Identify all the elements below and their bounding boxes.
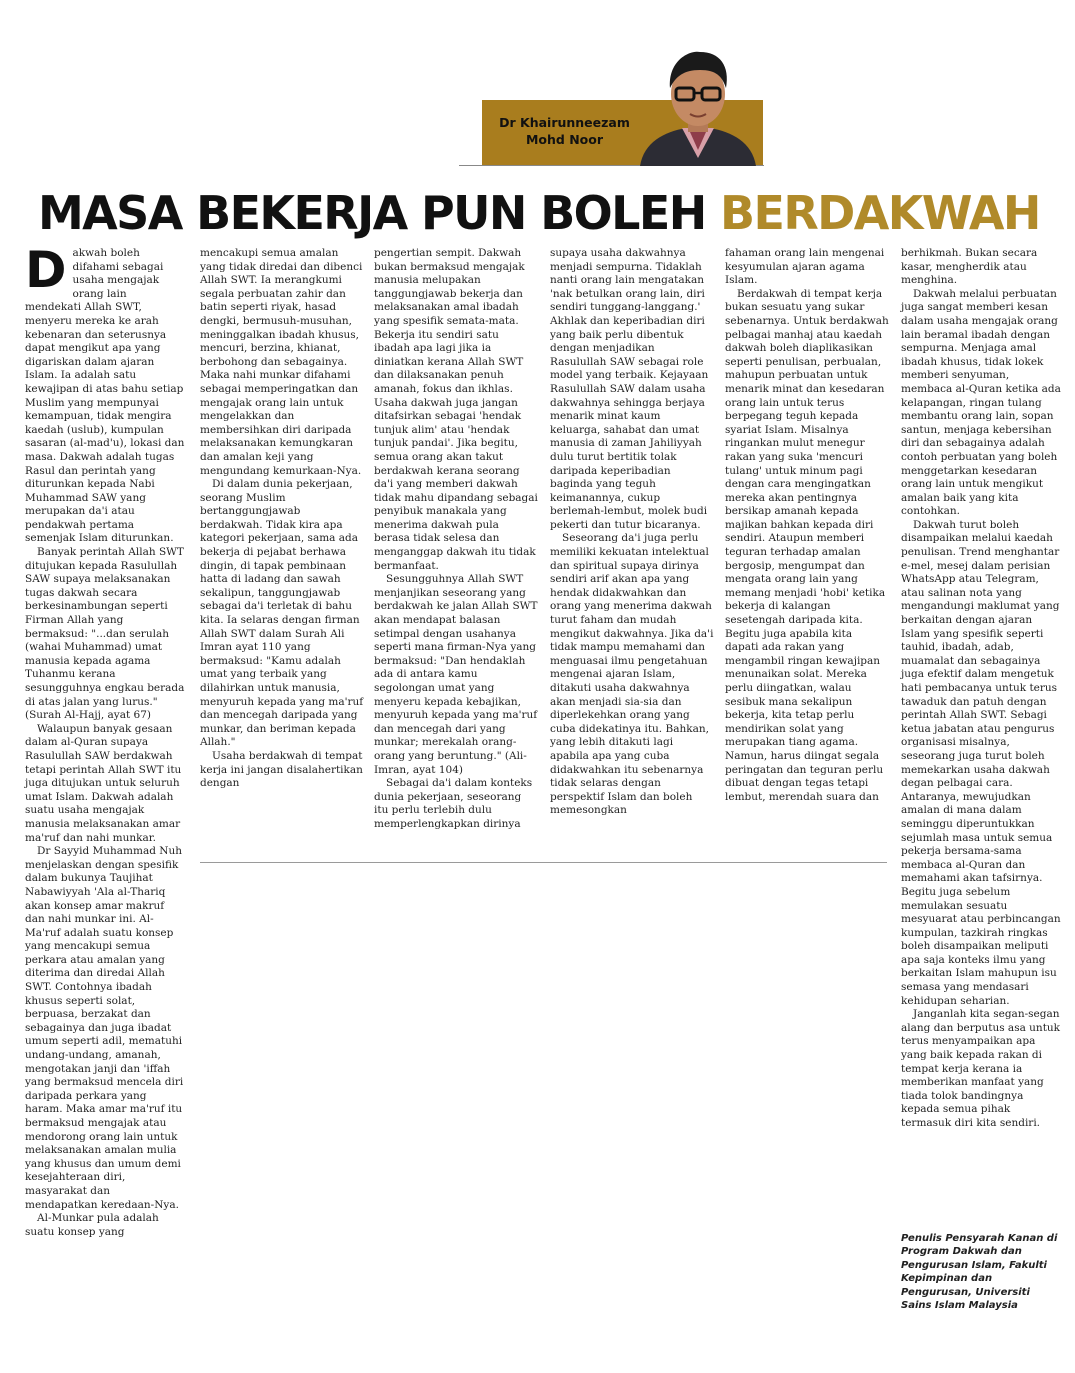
author-name — [482, 114, 647, 148]
article-paragraph: Usaha berdakwah di tempat kerja ini jangan disalahertikan dengan — [200, 749, 363, 790]
article-paragraph: Al-Munkar pula adalah suatu konsep yang — [25, 1212, 159, 1238]
article-paragraph: akwah boleh difahami sebagai usaha mengajak orang lain mendekati Allah SWT, menyeru mereka ke arah kebenaran dan seterusnya dapat mengikut apa yang digariskan dalam ajaran Islam. Ia adalah satu kewajipan di atas bahu setiap Muslim yang mempunyai kemampuan, tidak mengira kaedah (uslub), kumpulan sasaran (al-mad'u), lokasi dan masa. Dakwah adalah tugas Rasul dan perintah yang diturunkan kepada Nabi Muhammad SAW yang merupakan da'i atau pendakwah pertama semenjak Islam diturunkan. — [25, 247, 185, 545]
article-paragraph: Dr Sayyid Muhammad Nuh menjelaskan dengan spesifik dalam bukunya Taujihat Nabawiyyah 'Ala al-Thariq akan konsep amar makruf dan nahi munkar ini. Al-Ma'ruf adalah suatu konsep yang mencakupi semua perkara atau amalan yang diterima dan diredai Allah SWT. Contohnya ibadah khusus seperti solat, berpuasa, berzakat dan sebagainya dan juga ibadat umum seperti adil, mematuhi undang-undang, amanah, mengotakan janji dan 'iffah yang bermaksud mencela diri daripada perkara yang haram. Maka amar ma'ruf itu bermaksud mengajak atau mendorong orang lain untuk melaksanakan amalan mulia yang khusus dan umum demi kesejahteraan diri, masyarakat dan mendapatkan keredaan-Nya. — [25, 845, 184, 1211]
article-column-5 — [725, 247, 889, 804]
author-name-line1: Dr Khairunneezam — [499, 115, 630, 130]
drop-cap: D — [25, 241, 67, 299]
article-paragraph: fahaman orang lain mengenai kesyumulan ajaran agama Islam. — [725, 247, 885, 287]
article-paragraph: Sesungguhnya Allah SWT menjanjikan seseorang yang berdakwah ke jalan Allah SWT akan mendapat balasan setimpal dengan usahanya seperti mana firman-Nya yang bermaksud: "Dan hendaklah ada di antara kamu segolongan umat yang menyeru kepada kebajikan, menyuruh kepada yang ma'ruf dan mencegah dari yang munkar; merekalah orang-orang yang beruntung." (Ali-Imran, ayat 104) — [374, 573, 538, 776]
article-paragraph: Seseorang da'i juga perlu memiliki kekuatan intelektual dan spiritual supaya dirinya sendiri arif akan apa yang hendak didakwahkan dan orang yang menerima dakwah turut faham dan mudah mengikut dakwahnya. Jika da'i tidak mampu memahami dan menguasai ilmu pengetahuan mengenai ajaran Islam, ditakuti usaha dakwahnya akan menjadi sia-sia dan diperlekehkan orang yang cuba didekatinya itu. Bahkan, yang lebih ditakuti lagi apabila apa yang cuba didakwahkan itu sebenarnya tidak selaras dengan perspektif Islam dan boleh memesongkan — [550, 532, 714, 817]
article-paragraph: Sebagai da'i dalam konteks dunia pekerjaan, seseorang itu perlu terlebih dulu memperlengkapkan dirinya — [374, 777, 533, 830]
article-paragraph: pengertian sempit. Dakwah bukan bermaksud mengajak manusia melupakan tanggungjawab bekerja dan melaksanakan amal ibadah yang spesifik semata-mata. Bekerja itu sendiri satu ibadah apa lagi jika ia diniatkan kerana Allah SWT dan dilaksanakan penuh amanah, fokus dan ikhlas. Usaha dakwah juga jangan ditafsirkan sebagai 'hendak tunjuk alim' atau 'hendak tunjuk pandai'. Jika begitu, semua orang akan takut berdakwah kerana seorang da'i yang memberi dakwah tidak mahu dipandang sebagai penyibuk manakala yang menerima dakwah pula berasa tidak selesa dan menganggap dakwah itu tidak bermanfaat. — [374, 247, 538, 572]
article-paragraph: mencakupi semua amalan yang tidak diredai dan dibenci Allah SWT. Ia merangkumi segala perbuatan zahir dan batin seperti riyak, hasad dengki, bermusuh-musuhan, meninggalkan ibadah khusus, mencuri, berzina, khianat, berbohong dan sebagainya. Maka nahi munkar difahami sebagai memperingatkan dan mengajak orang lain untuk mengelakkan dan membersihkan diri daripada melaksanakan kemungkaran dan amalan keji yang mengundang kemurkaan-Nya. — [200, 247, 363, 477]
article-paragraph: Berdakwah di tempat kerja bukan sesuatu yang sukar sebenarnya. Untuk berdakwah pelbagai manhaj atau kaedah dakwah boleh diaplikasikan seperti penulisan, perbualan, mahupun perbuatan untuk menarik minat dan kesedaran orang lain untuk terus berpegang teguh kepada syariat Islam. Misalnya ringankan mulut menegur rakan yang suka 'mencuri tulang' untuk minum pagi dengan cara mengingatkan mereka akan pentingnya bersikap amanah kepada majikan bahkan kepada diri sendiri. Ataupun memberi teguran terhadap amalan bergosip, mengumpat dan mengata orang lain yang memang menjadi 'hobi' ketika bekerja di kalangan sesetengah daripada kita. Begitu juga apabila kita dapati ada rakan yang mengambil ringan kewajipan menunaikan solat. Mereka perlu diingatkan, walau sesibuk mana sekalipun bekerja, kita tetap perlu mendirikan solat yang merupakan tiang agama. Namun, harus diingat segala peringatan dan teguran perlu dibuat dengan tegas tetapi lembut, merendah suara dan — [725, 287, 889, 803]
article-paragraph: Janganlah kita segan-segan alang dan berputus asa untuk terus menyampaikan apa yang baik kepada rakan di tempat kerja kerana ia memberikan manfaat yang tiada tolok bandingnya kepada semua pihak termasuk diri kita sendiri. — [901, 1008, 1061, 1129]
article-column-3 — [374, 247, 538, 832]
article-paragraph: Walaupun banyak gesaan dalam al-Quran supaya Rasulullah SAW berdakwah tetapi perintah Allah SWT itu juga ditujukan untuk seluruh umat Islam. Dakwah adalah suatu usaha mengajak manusia melaksanakan amar ma'ruf dan nahi munkar. — [25, 722, 182, 844]
article-column-6 — [901, 247, 1061, 1131]
author-note: Penulis Pensyarah Kanan di Program Dakwah dan Pengurusan Islam, Fakulti Kepimpinan dan Pengurusan, Universiti Sains Islam Malaysia — [901, 1233, 1058, 1312]
article-paragraph: berhikmah. Bukan secara kasar, mengherdik atau menghina. — [901, 247, 1038, 287]
headline-main: MASA BEKERJA PUN BOLEH — [38, 186, 721, 240]
article-headline — [38, 185, 1048, 241]
article-paragraph: supaya usaha dakwahnya menjadi sempurna. Tidaklah nanti orang lain mengatakan 'nak betulkan orang lain, diri sendiri tunggang-langgang.' Akhlak dan keperibadian diri yang baik perlu dibentuk dengan menjadikan Rasulullah SAW sebagai role model yang terbaik. Kejayaan Rasulullah SAW dalam usaha dakwahnya sehingga berjaya menarik minat kaum keluarga, sahabat dan umat manusia di zaman Jahiliyyah dulu turut bertitik tolak daripada keperibadian baginda yang teguh keimanannya, cukup berlemah-lembut, molek budi pekerti dan tutur bicaranya. — [550, 247, 709, 531]
column-divider — [200, 862, 887, 863]
article-paragraph: Banyak perintah Allah SWT ditujukan kepada Rasulullah SAW supaya melaksanakan tugas dakwah secara berkesinambungan seperti Firman Allah yang bermaksud: "...dan serulah (wahai Muhammad) umat manusia kepada agama Tuhanmu kerana sesungguhnya engkau berada di atas jalan yang lurus." (Surah Al-Hajj, ayat 67) — [25, 546, 185, 722]
article-paragraph: Dakwah melalui perbuatan juga sangat memberi kesan dalam usaha mengajak orang lain beramal ibadah dengan sempurna. Menjaga amal ibadah khusus, tidak lokek memberi senyuman, membaca al-Quran ketika ada kelapangan, ringan tulang membantu orang lain, sopan santun, menjaga kebersihan diri dan sebagainya adalah contoh perbuatan yang boleh menggetarkan kesedaran orang lain untuk mengikut amalan baik yang kita contohkan. — [901, 287, 1061, 518]
article-column-4 — [550, 247, 714, 818]
article-column-1 — [25, 241, 185, 1239]
article-paragraph: Di dalam dunia pekerjaan, seorang Muslim bertanggungjawab berdakwah. Tidak kira apa kategori pekerjaan, sama ada bekerja di pejabat berhawa dingin, di tapak pembinaan hatta di ladang dan sawah sekalipun, tanggungjawab sebagai da'i terletak di bahu kita. Ia selaras dengan firman Allah SWT dalam Surah Ali Imran ayat 110 yang bermaksud: "Kamu adalah umat yang terbaik yang dilahirkan untuk manusia, menyuruh kepada yang ma'ruf dan mencegah daripada yang munkar, dan beriman kepada Allah." — [200, 478, 364, 749]
article-column-2 — [200, 247, 364, 791]
article-paragraph: Dakwah turut boleh disampaikan melalui kaedah penulisan. Trend menghantar e-mel, mesej dalam perisian WhatsApp atau Telegram, atau salinan nota yang mengandungi maklumat yang berkaitan dengan ajaran Islam yang spesifik seperti tauhid, ibadah, adab, muamalat dan sebagainya juga efektif dalam mengetuk hati pembacanya untuk terus tawaduk dan patuh dengan perintah Allah SWT. Sebagi ketua jabatan atau pengurus organisasi misalnya, seseorang juga turut boleh memekarkan usaha dakwah degan pelbagai cara. Antaranya, mewujudkan amalan di mana dalam seminggu diperuntukkan sejumlah masa untuk semua pekerja bersama-sama membaca al-Quran dan memahami akan tafsirnya. Begitu juga sebelum memulakan sesuatu mesyuarat atau perbincangan kumpulan, tazkirah ringkas boleh disampaikan meliputi apa saja konteks ilmu yang berkaitan Islam mahupun isu semasa yang mendasari kehidupan seharian. — [901, 518, 1061, 1007]
author-name-line2: Mohd Noor — [525, 132, 604, 147]
author-portrait-icon — [630, 46, 766, 166]
headline-accent: BERDAKWAH — [720, 186, 1040, 240]
